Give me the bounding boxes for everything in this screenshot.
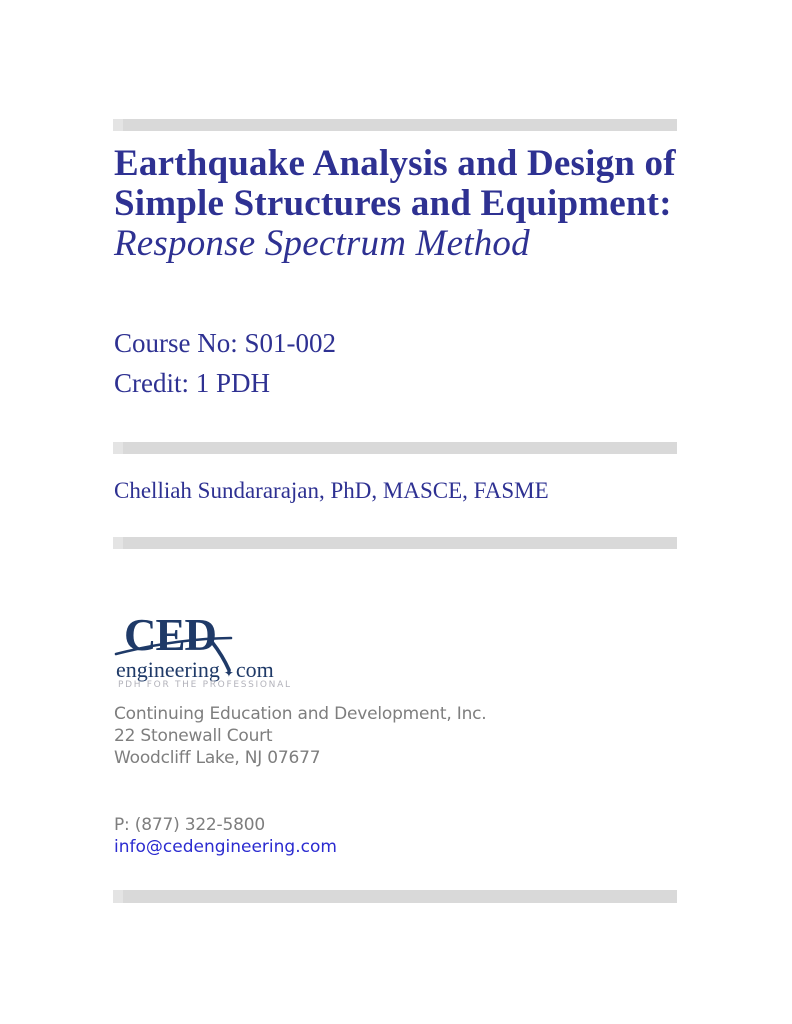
course-number: Course No: S01-002: [114, 328, 336, 358]
logo-tagline: PDH FOR THE PROFESSIONAL: [118, 680, 292, 690]
divider-bar-bottom: [113, 890, 677, 903]
course-title-line1: Earthquake Analysis and Design of: [114, 143, 676, 184]
course-title: [114, 144, 714, 264]
course-info: [114, 323, 336, 403]
course-credit: Credit: 1 PDH: [114, 368, 271, 398]
address-line1: 22 Stonewall Court: [114, 726, 273, 746]
company-name: Continuing Education and Development, Inc.: [114, 704, 487, 724]
author-name: Chelliah Sundararajan, PhD, MASCE, FASME: [114, 478, 549, 503]
star-icon: ✦: [223, 666, 234, 680]
divider-bar-top: [113, 119, 677, 131]
ced-logo: [113, 610, 293, 698]
course-title-subtitle: Response Spectrum Method: [114, 223, 530, 264]
email-row: [114, 836, 337, 858]
course-title-line2: Simple Structures and Equipment:: [114, 183, 672, 224]
phone-number: P: (877) 322-5800: [114, 815, 265, 835]
logo-domain-left: engineering: [116, 657, 220, 682]
divider-bar-middle-1: [113, 442, 677, 454]
company-address: [114, 703, 487, 769]
logo-domain-right: com: [235, 657, 274, 682]
divider-bar-middle-2: [113, 537, 677, 549]
address-line2: Woodcliff Lake, NJ 07677: [114, 748, 321, 768]
email-link[interactable]: info@cedengineering.com: [114, 837, 337, 857]
logo-acronym-text: CED: [124, 610, 217, 660]
